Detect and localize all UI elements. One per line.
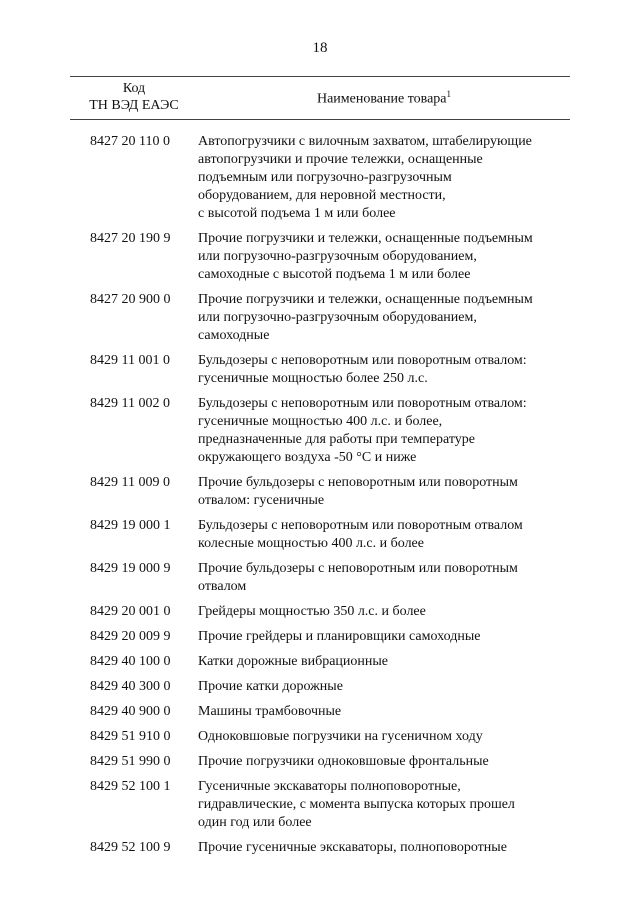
- table-row: [70, 603, 570, 621]
- tnved-code: 8429 51 910 0: [90, 729, 171, 744]
- table-row: [70, 678, 570, 696]
- goods-name: Гусеничные экскаваторы полноповоротные, гидравлические, с момента выпуска которых прошел один год или более: [198, 779, 515, 830]
- tnved-code: 8429 11 002 0: [90, 396, 170, 411]
- goods-name: Прочие гусеничные экскаваторы, полноповоротные: [198, 840, 507, 855]
- footnote-marker: 1: [446, 89, 451, 99]
- code-column-header: [70, 80, 198, 114]
- goods-name: Бульдозеры с неповоротным или поворотным отвалом колесные мощностью 400 л.с. и более: [198, 518, 523, 551]
- table-row: [70, 839, 570, 857]
- tnved-code: 8429 11 009 0: [90, 475, 170, 490]
- table-row: [70, 778, 570, 832]
- tnved-code: 8429 40 100 0: [90, 654, 171, 669]
- goods-name: Прочие бульдозеры с неповоротным или поворотным отвалом: [198, 561, 518, 594]
- table-row: [70, 517, 570, 553]
- table-row: [70, 291, 570, 345]
- table-row: [70, 560, 570, 596]
- tnved-code: 8429 11 001 0: [90, 353, 170, 368]
- goods-name: Бульдозеры с неповоротным или поворотным отвалом: гусеничные мощностью более 250 л.с.: [198, 353, 527, 386]
- page-number: 18: [312, 40, 328, 56]
- table-row: [70, 703, 570, 721]
- tnved-code: 8429 51 990 0: [90, 754, 171, 769]
- goods-name: Машины трамбовочные: [198, 704, 342, 719]
- table-row: [70, 352, 570, 388]
- tnved-code: 8427 20 190 9: [90, 231, 171, 246]
- table-row: [70, 753, 570, 771]
- tnved-code: 8429 40 900 0: [90, 704, 171, 719]
- goods-name: Прочие погрузчики и тележки, оснащенные подъемным или погрузочно-разгрузочным оборудованием, самоходные с высотой подъема 1 м или более: [198, 231, 533, 282]
- goods-name: Прочие грейдеры и планировщики самоходные: [198, 629, 481, 644]
- table-row: [70, 230, 570, 284]
- table-row: [70, 133, 570, 223]
- code-header-line2: ТН ВЭД ЕАЭС: [89, 98, 179, 113]
- goods-name: Прочие катки дорожные: [198, 679, 343, 694]
- goods-name: Прочие погрузчики одноковшовые фронтальные: [198, 754, 489, 769]
- goods-name: Грейдеры мощностью 350 л.с. и более: [198, 604, 426, 619]
- goods-name: Одноковшовые погрузчики на гусеничном ходу: [198, 729, 483, 744]
- goods-name: Катки дорожные вибрационные: [198, 654, 389, 669]
- table-row: [70, 653, 570, 671]
- goods-name: Автопогрузчики с вилочным захватом, штабелирующие автопогрузчики и прочие тележки, оснащенные подъемным или погрузочно-разгрузочным оборудованием, для неровной местности, с высотой подъема 1 м или более: [198, 134, 532, 221]
- tnved-code: 8427 20 110 0: [90, 134, 170, 149]
- goods-name: Прочие бульдозеры с неповоротным или поворотным отвалом: гусеничные: [198, 475, 518, 508]
- goods-name: Прочие погрузчики и тележки, оснащенные подъемным или погрузочно-разгрузочным оборудованием, самоходные: [198, 292, 533, 343]
- goods-name: Бульдозеры с неповоротным или поворотным отвалом: гусеничные мощностью 400 л.с. и более, предназначенные для работы при температуре окружающего воздуха -50 °С и ниже: [198, 396, 527, 465]
- tnved-code: 8429 19 000 1: [90, 518, 171, 533]
- tnved-code: 8429 52 100 9: [90, 840, 171, 855]
- code-header-line1: Код: [122, 81, 146, 96]
- name-column-header: [198, 89, 570, 108]
- name-header-text: Наименование товара: [316, 91, 447, 107]
- table-row: [70, 628, 570, 646]
- table-header: [70, 76, 570, 120]
- tnved-code: 8429 19 000 9: [90, 561, 171, 576]
- tnved-code: 8429 20 001 0: [90, 604, 171, 619]
- table-row: [70, 474, 570, 510]
- table-row: [70, 728, 570, 746]
- goods-table-body: [70, 133, 570, 864]
- tnved-code: 8429 52 100 1: [90, 779, 171, 794]
- tnved-code: 8427 20 900 0: [90, 292, 171, 307]
- table-row: [70, 395, 570, 467]
- tnved-code: 8429 40 300 0: [90, 679, 171, 694]
- tnved-code: 8429 20 009 9: [90, 629, 171, 644]
